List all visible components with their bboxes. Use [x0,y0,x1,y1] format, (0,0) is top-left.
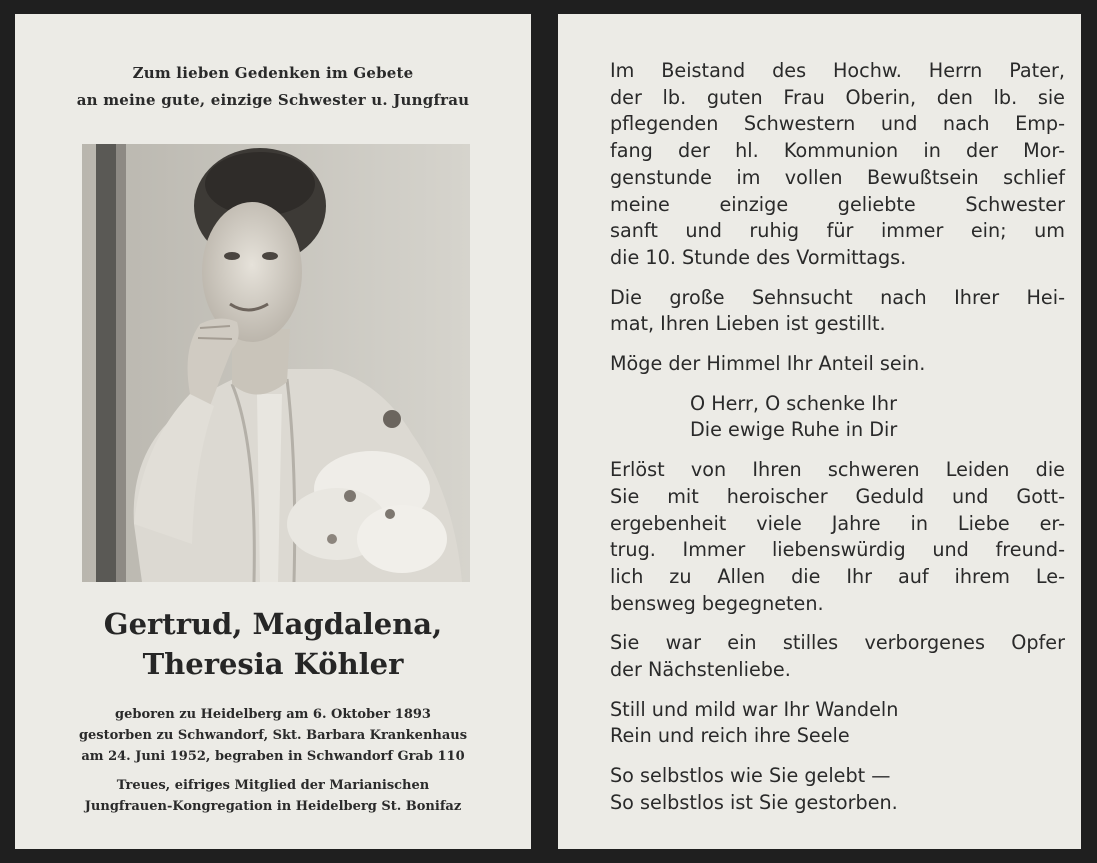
text-line: Still und mild war Ihr Wandeln [610,697,899,721]
paragraph-gentle [610,697,1065,750]
burial-line: am 24. Juni 1952, begraben in Schwandorf Grab 110 [81,749,465,764]
name-line-1: Gertrud, Magdalena, [103,607,443,641]
text-line: mat, Ihren Lieben ist gestillt. [610,312,886,336]
paragraph-passing [610,58,1065,272]
memorial-text [610,58,1065,830]
text-line: Möge der Himmel Ihr Anteil sein. [610,352,926,376]
text-line: O Herr, O schenke Ihr [690,391,897,415]
text-line: Die große Sehnsucht nach Ihrer Hei- [610,285,1065,309]
text-line: genstunde im vollen Bewußtsein schlief [610,165,1065,189]
life-details [15,704,531,817]
text-line: So selbstlos ist Sie gestorben. [610,790,898,814]
text-line: bensweg begegneten. [610,591,824,615]
text-line: Sie war ein stilles verborgenes Opfer [610,631,1065,655]
left-card-panel [15,14,531,849]
paragraph-longing [610,285,1065,338]
text-line: Im Beistand des Hochw. Herrn Pater, [610,59,1065,82]
text-line: fang der hl. Kommunion in der Mor- [610,139,1065,163]
text-line: der Nächstenliebe. [610,658,791,682]
dedication-line-2: an meine gute, einzige Schwester u. Jungfrau [76,91,470,109]
text-line: So selbstlos wie Sie gelebt — [610,764,891,788]
right-card-panel [558,14,1081,849]
paragraph-sacrifice [610,630,1065,683]
text-line: ergebenheit viele Jahre in Liebe er- [610,511,1065,535]
dedication-line-1: Zum lieben Gedenken im Gebete [132,64,414,82]
dedication-header [15,60,531,114]
membership-line-2: Jungfrauen-Kongregation in Heidelberg St. Bonifaz [84,799,462,814]
text-line: lich zu Allen die Ihr auf ihrem Le- [610,564,1065,588]
deceased-name [15,604,531,684]
text-line: meine einzige geliebte Schwester [610,192,1065,216]
text-line: der lb. guten Frau Oberin, den lb. sie [610,85,1065,109]
death-line: gestorben zu Schwandorf, Skt. Barbara Krankenhaus [78,728,468,743]
text-line: sanft und ruhig für immer ein; um [610,219,1065,243]
text-line: Erlöst von Ihren schweren Leiden die [610,458,1065,482]
portrait-photo [82,144,470,582]
paragraph-heaven [610,351,1065,378]
text-line: pflegenden Schwestern und nach Emp- [610,112,1065,136]
text-line: trug. Immer liebenswürdig und freund- [610,538,1065,562]
text-line: Die ewige Ruhe in Dir [690,418,898,442]
text-line: Sie mit heroischer Geduld und Gott- [610,484,1065,508]
paragraph-selfless [610,763,1065,816]
membership-line-1: Treues, eifriges Mitglied der Marianischen [116,778,430,793]
paragraph-suffering [610,457,1065,617]
paragraph-prayer [610,391,1065,444]
birth-line: geboren zu Heidelberg am 6. Oktober 1893 [115,707,431,722]
text-line: Rein und reich ihre Seele [610,724,850,748]
text-line: die 10. Stunde des Vormittags. [610,245,907,269]
name-line-2: Theresia Köhler [142,647,404,681]
